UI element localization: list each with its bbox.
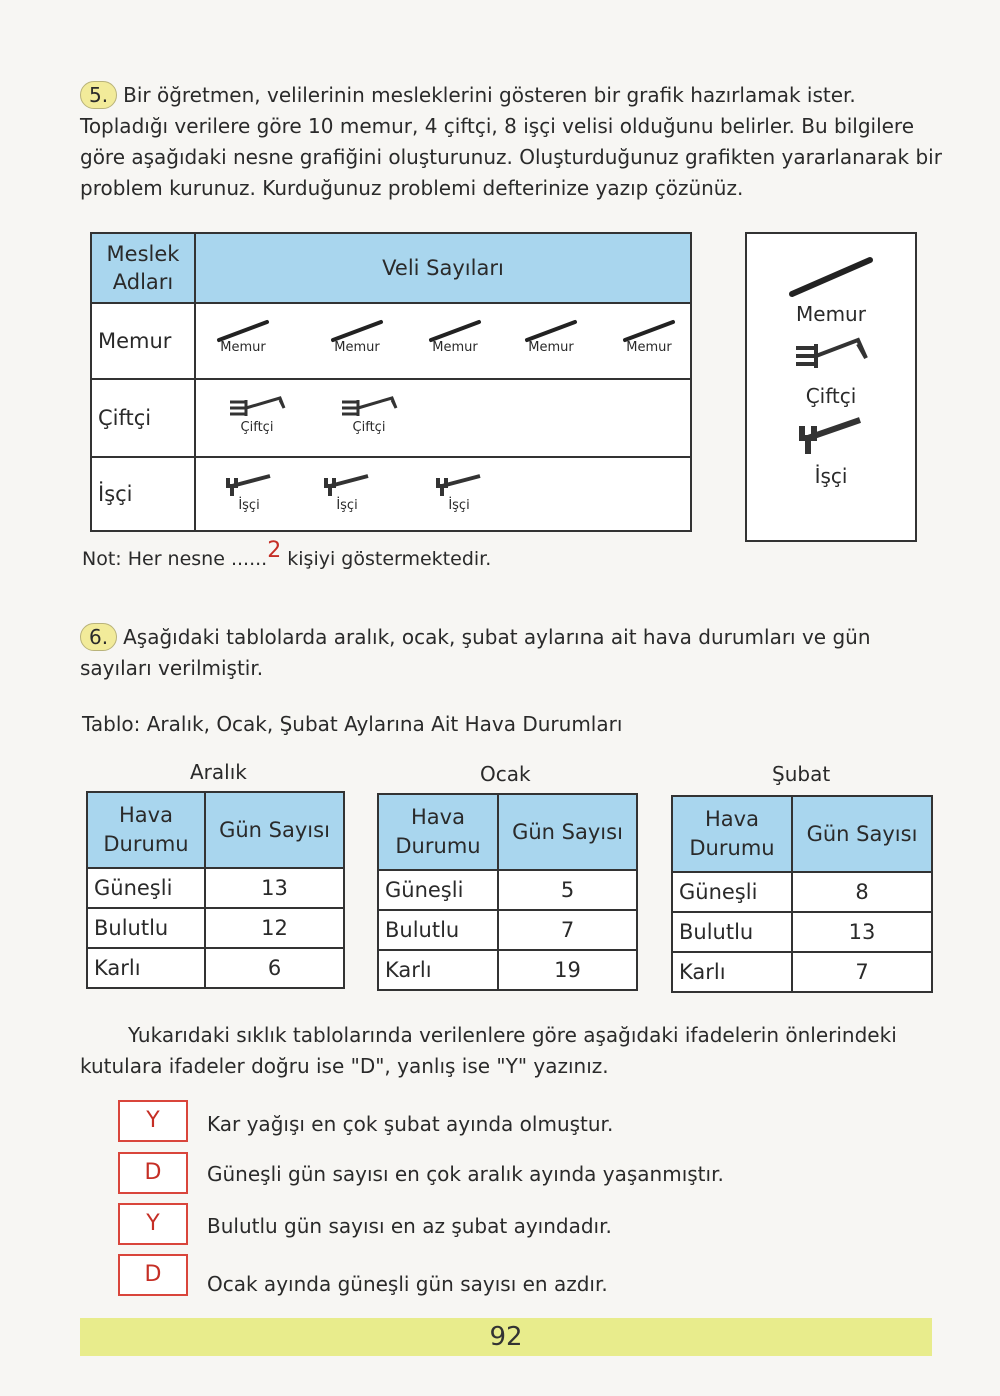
statement-3: Bulutlu gün sayısı en az şubat ayındadır. [207,1214,612,1238]
count-cell: 19 [498,950,637,990]
row-label-ciftci: Çiftçi [91,379,195,457]
pen-icon [420,318,490,360]
count-cell: 7 [792,952,932,992]
legend-box [745,232,917,542]
header-veli: Veli Sayıları [195,233,691,303]
pen-icon [322,318,392,360]
row-label-isci: İşçi [91,457,195,531]
pen-icon [208,318,278,360]
page-number: 92 [489,1322,523,1352]
q6-instruction: Yukarıdaki sıklık tablolarında verilenlere göre aşağıdaki ifadelerin önlerindeki kutulara ifadeler doğru ise "D", yanlış ise "Y" yazınız. [80,1023,897,1078]
count-cell: 13 [792,912,932,952]
legend-label-memur: Memur [796,302,866,326]
row-icons-isci [195,457,691,531]
pitchfork-icon [222,392,292,434]
note-answer: 2 [267,538,282,563]
weather-cell: Bulutlu [87,908,205,948]
count-cell: 5 [498,870,637,910]
count-cell: 13 [205,868,344,908]
count-cell: 7 [498,910,637,950]
pitchfork-icon [334,392,404,434]
wrench-icon [747,412,915,464]
q5-body: Bir öğretmen, velilerinin mesleklerini gösteren bir grafik hazırlamak ister. Topladığı verilere göre 10 memur, 4 çiftçi, 8 işçi velisi olduğunu belirler. Bu bilgilere göre aşağıdaki nesne grafiğini oluşturunuz. Oluşturduğunuz grafikten yararlanarak bir problem kurunuz. Kurduğunuz problemi defterinize yazıp çözünüz. [80,83,942,200]
q5-note [82,538,492,571]
icon-label: Memur [528,340,574,355]
icon-label: Memur [626,340,672,355]
icon-label: Memur [334,340,380,355]
icon-label: Çiftçi [240,420,274,435]
q6-caption: Tablo: Aralık, Ocak, Şubat Aylarına Ait Hava Durumları [82,712,623,736]
count-cell: 8 [792,872,932,912]
icon-label: İşçi [448,498,470,513]
weather-cell: Güneşli [378,870,498,910]
weather-cell: Bulutlu [672,912,792,952]
weather-cell: Güneşli [87,868,205,908]
note-suffix: kişiyi göstermektedir. [281,548,492,570]
wrench-icon [424,470,494,512]
row-icons-memur [195,303,691,379]
pen-icon [516,318,586,360]
weather-cell: Bulutlu [378,910,498,950]
weather-cell: Karlı [672,952,792,992]
pen-icon [747,254,915,302]
icon-label: Memur [432,340,478,355]
q6-body: Aşağıdaki tablolarda aralık, ocak, şubat aylarına ait hava durumları ve gün sayıları verilmiştir. [80,625,871,680]
col-header-gun: Gün Sayısı [792,796,932,872]
count-cell: 6 [205,948,344,988]
page-footer [80,1318,932,1356]
statement-2: Güneşli gün sayısı en çok aralık ayında yaşanmıştır. [207,1162,724,1186]
weather-cell: Karlı [378,950,498,990]
icon-label: Çiftçi [352,420,386,435]
weather-cell: Güneşli [672,872,792,912]
answer-box-1[interactable]: Y [118,1100,188,1142]
pitchfork-icon [747,330,915,384]
col-header-gun: Gün Sayısı [205,792,344,868]
col-header-hava: Hava Durumu [87,792,205,868]
row-label-memur: Memur [91,303,195,379]
q5-text [80,80,942,204]
col-header-hava: Hava Durumu [672,796,792,872]
month-title-ocak: Ocak [480,762,531,786]
col-header-gun: Gün Sayısı [498,794,637,870]
pen-icon [614,318,684,360]
note-prefix: Not: Her nesne [82,548,231,570]
answer-box-4[interactable]: D [118,1254,188,1296]
freq-table-ocak [377,793,638,991]
q6-text [80,622,940,684]
freq-table-aralik [86,791,345,989]
q5-number: 5. [80,81,117,109]
icon-label: İşçi [336,498,358,513]
statement-4: Ocak ayında güneşli gün sayısı en azdır. [207,1272,608,1296]
legend-label-ciftci: Çiftçi [805,384,857,408]
answer-box-3[interactable]: Y [118,1203,188,1245]
pictograph-table [90,232,692,532]
icon-label: İşçi [238,498,260,513]
count-cell: 12 [205,908,344,948]
legend-label-isci: İşçi [814,464,848,488]
header-meslek: Meslek Adları [91,233,195,303]
weather-cell: Karlı [87,948,205,988]
icon-label: Memur [220,340,266,355]
month-title-aralik: Aralık [190,760,247,784]
wrench-icon [214,470,284,512]
col-header-hava: Hava Durumu [378,794,498,870]
note-dots: ...... [230,548,268,570]
answer-box-2[interactable]: D [118,1152,188,1194]
freq-table-subat [671,795,933,993]
row-icons-ciftci [195,379,691,457]
statement-1: Kar yağışı en çok şubat ayında olmuştur. [207,1112,614,1136]
month-title-subat: Şubat [772,762,831,786]
wrench-icon [312,470,382,512]
q6-number: 6. [80,623,117,651]
